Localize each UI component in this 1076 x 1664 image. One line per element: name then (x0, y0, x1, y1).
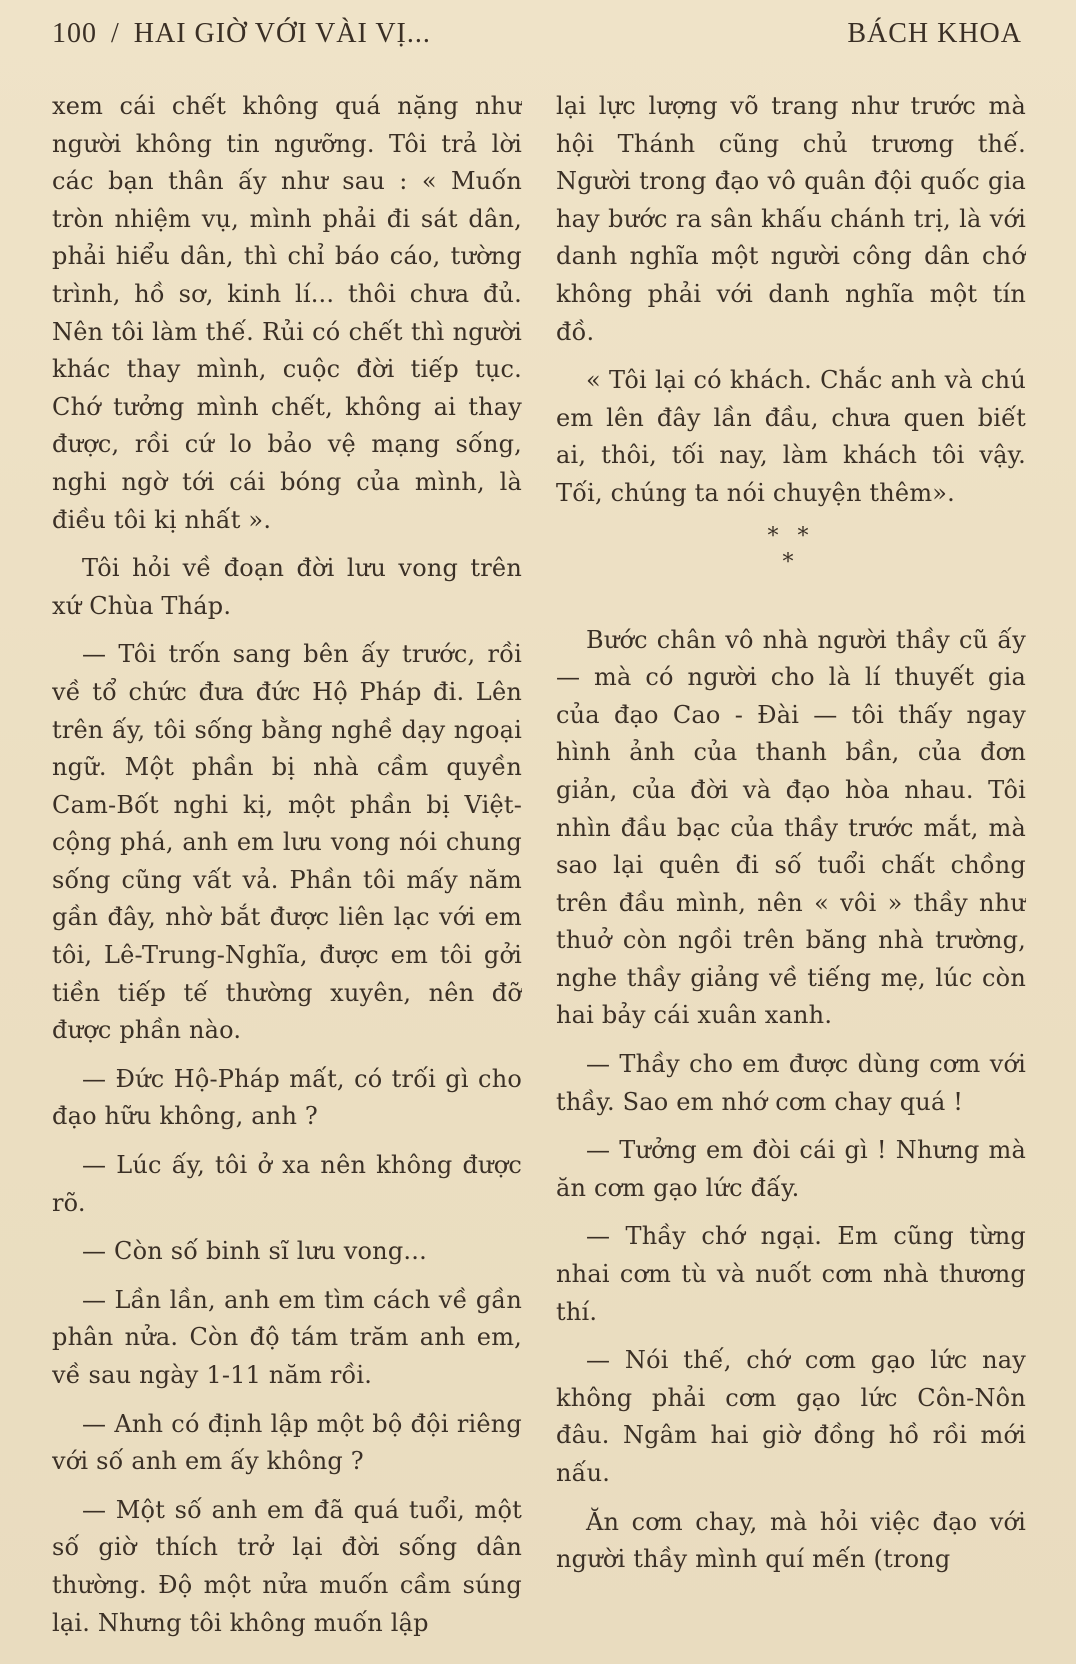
magazine-name: BÁCH KHOA (847, 18, 1022, 49)
paragraph: — Tưởng em đòi cái gì ! Nhưng mà ăn cơm gạo lức đấy. (556, 1136, 1026, 1202)
right-column (556, 88, 1026, 1664)
paragraph: — Lúc ấy, tôi ở xa nên không được rõ. (52, 1151, 522, 1217)
paragraph: — Anh có định lập một bộ đội riêng với số anh em ấy không ? (52, 1409, 522, 1476)
page-number: 100 (52, 18, 97, 49)
paragraph: — Còn số binh sĩ lưu vong... (82, 1237, 427, 1266)
header-left (52, 18, 431, 50)
paragraph: Ăn cơm chay, mà hỏi việc đạo với người thầy mình quí mến (trong (556, 1507, 1026, 1574)
paragraph: — Nói thế, chớ cơm gạo lức nay không phải cơm gạo lức Côn-Nôn đâu. Ngâm hai giờ đồng hồ rồi mới nấu. (556, 1346, 1026, 1487)
paragraph: « Tôi lại có khách. Chắc anh và chú em lên đây lần đầu, chưa quen biết ai, thôi, tối nay, làm khách tôi vậy. Tối, chúng ta nói chuyện thêm». (556, 366, 1026, 507)
paragraph: xem cái chết không quá nặng như người không tin ngưỡng. Tôi trả lời các bạn thân ấy như sau : « Muốn tròn nhiệm vụ, mình phải đi sát dân, phải hiểu dân, thì chỉ báo cáo, tường trình, hồ sơ, kinh lí... thôi chưa đủ. Nên tôi làm thế. Rủi có chết thì người khác thay mình, cuộc đời tiếp tục. Chớ tưởng mình chết, không ai thay được, rồi cứ lo bảo vệ mạng sống, nghi ngờ tới cái bóng của mình, là điều tôi kị nhất ». (52, 92, 522, 534)
paragraph: — Đức Hộ-Pháp mất, có trối gì cho đạo hữu không, anh ? (52, 1064, 522, 1131)
paragraph: lại lực lượng võ trang như trước mà hội Thánh cũng chủ trương thế. Người trong đạo vô quân đội quốc gia hay bước ra sân khấu chánh trị, là với danh nghĩa một người công dân chớ không phải với danh nghĩa một tín đồ. (556, 92, 1026, 346)
paragraph: — Lần lần, anh em tìm cách về gần phân nửa. Còn độ tám trăm anh em, về sau ngày 1-11 năm rồi. (52, 1285, 522, 1389)
header-separator: / (111, 18, 120, 49)
paragraph: — Một số anh em đã quá tuổi, một số giờ thích trở lại đời sống dân thường. Độ một nửa muốn cầm súng lại. Nhưng tôi không muốn lập (52, 1495, 522, 1637)
paragraph: — Tôi trốn sang bên ấy trước, rồi về tổ chức đưa đức Hộ Pháp đi. Lên trên ấy, tôi sống bằng nghề dạy ngoại ngữ. Một phần bị nhà cầm quyền Cam-Bốt nghi kị, một phần bị Việt-cộng phá, anh em lưu vong nói chung sống cũng vất vả. Phần tôi mấy năm gần đây, nhờ bắt được liên lạc với em tôi, Lê-Trung-Nghĩa, được em tôi gởi tiền tiếp tế thường xuyên, nên đỡ được phần nào. (52, 640, 522, 1045)
article-title: HAI GIỜ VỚI VÀI VỊ... (133, 18, 431, 49)
page-header (52, 18, 1022, 58)
section-divider: * * * (767, 523, 815, 575)
paragraph: Bước chân vô nhà người thầy cũ ấy — mà có người cho là lí thuyết gia của đạo Cao - Đài — tôi thấy ngay hình ảnh của thanh bần, của đơn giản, của đời và đạo hòa nhau. Tôi nhìn đầu bạc của thầy trước mắt, mà sao lại quên đi số tuổi chất chồng trên đầu mình, nên « vôi » thầy như thuở còn ngồi trên băng nhà trường, nghe thầy giảng về tiếng mẹ, lúc còn hai bảy cái xuân xanh. (556, 625, 1026, 1030)
paragraph: — Thầy chớ ngại. Em cũng từng nhai cơm tù và nuốt cơm nhà thương thí. (556, 1222, 1026, 1326)
paragraph: Tôi hỏi về đoạn đời lưu vong trên xứ Chùa Tháp. (52, 554, 522, 620)
left-column (52, 88, 522, 1664)
paragraph: — Thầy cho em được dùng cơm với thầy. Sao em nhớ cơm chay quá ! (556, 1050, 1026, 1116)
